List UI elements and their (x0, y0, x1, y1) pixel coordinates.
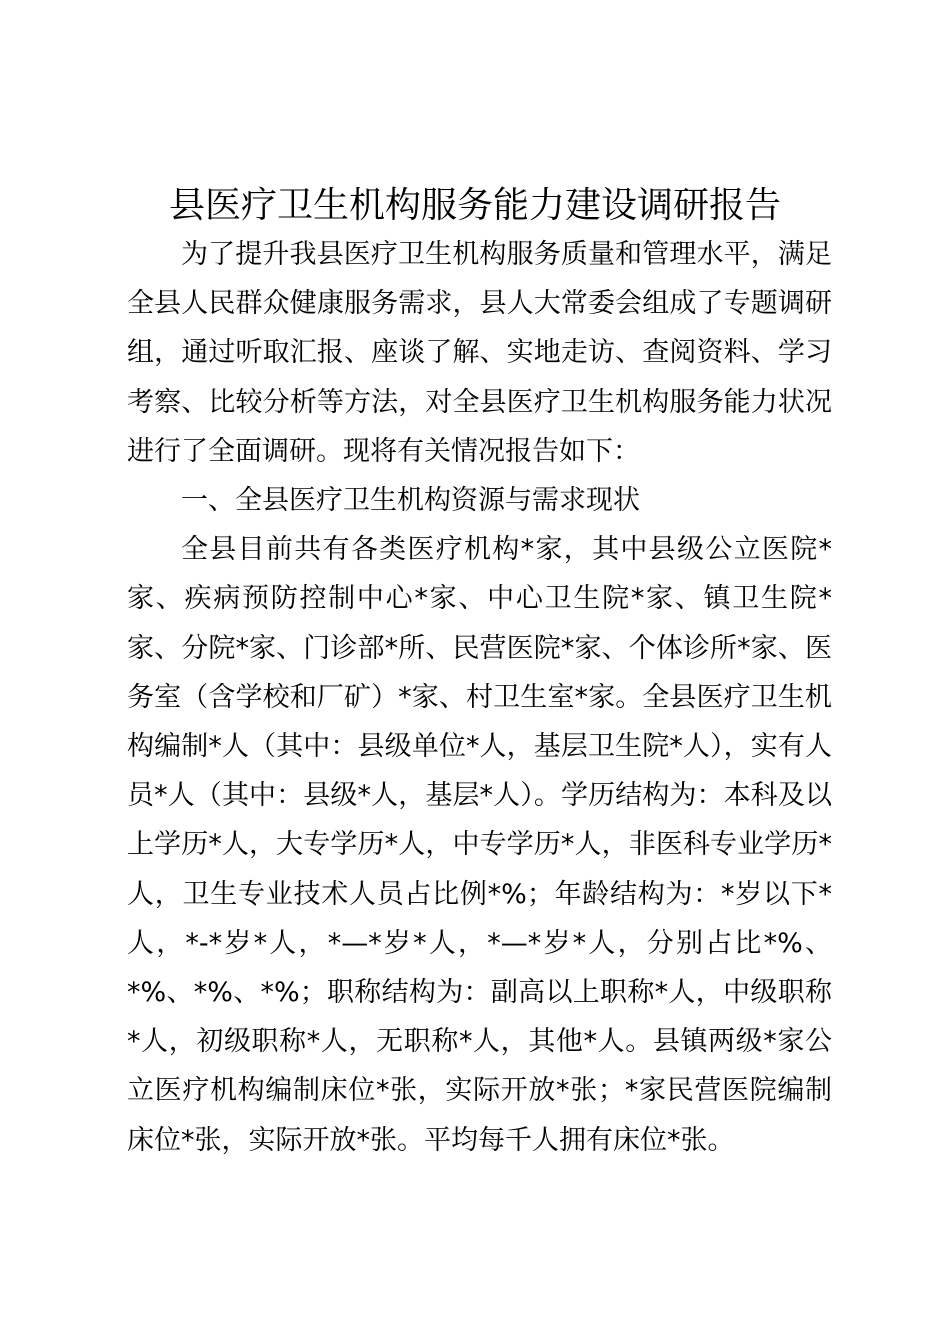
section-heading: 一、全县医疗卫生机构资源与需求现状 (181, 485, 640, 517)
document-body (127, 230, 832, 1165)
document-title: 县医疗卫生机构服务能力建设调研报告 (168, 185, 781, 226)
status-paragraph: 全县目前共有各类医疗机构*家，其中县级公立医院*家、疾病预防控制中心*家、中心卫生院*家、镇卫生院*家、分院*家、门诊部*所、民营医院*家、个体诊所*家、医务室（含学校和厂矿）*家、村卫生室*家。全县医疗卫生机构编制*人（其中：县级单位*人，基层卫生院*人），实有人员*人（其中：县级*人，基层*人）。学历结构为：本科及以上学历*人，大专学历*人，中专学历*人，非医科专业学历*人，卫生专业技术人员占比例*%；年龄结构为：*岁以下*人，*-*岁*人，*—*岁*人，*—*岁*人，分别占比*%、*%、*%、*%；职称结构为：副高以上职称*人，中级职称*人，初级职称*人，无职称*人，其他*人。县镇两级*家公立医疗机构编制床位*张，实际开放*张；*家民营医院编制床位*张，实际开放*张。平均每千人拥有床位*张。 (127, 534, 832, 1156)
intro-paragraph: 为了提升我县医疗卫生机构服务质量和管理水平，满足全县人民群众健康服务需求，县人大常委会组成了专题调研组，通过听取汇报、座谈了解、实地走访、查阅资料、学习考察、比较分析等方法，对全县医疗卫生机构服务能力状况进行了全面调研。现将有关情况报告如下： (127, 239, 832, 467)
